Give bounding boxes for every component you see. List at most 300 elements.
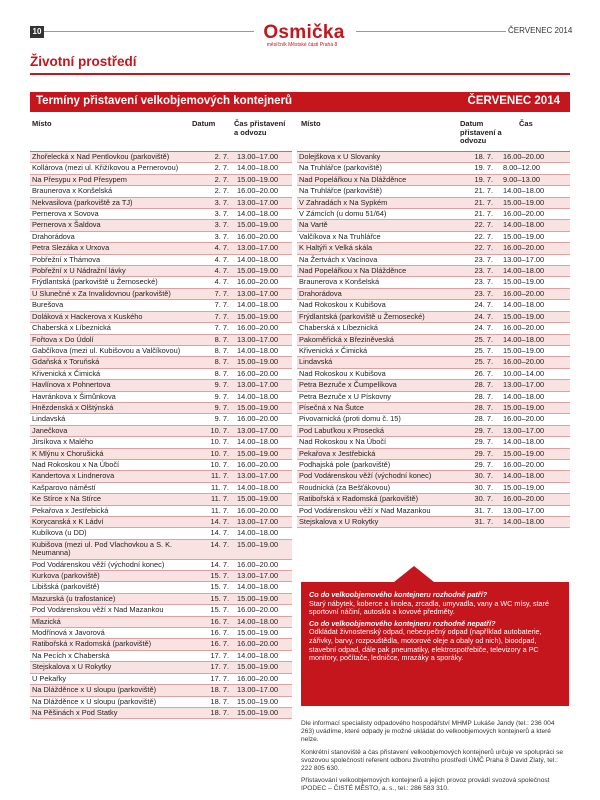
cell-place: Lindavská [299,357,333,367]
cell-date: 28. 7. [474,391,493,401]
table-row [297,163,570,174]
cell-date: 22. 7. [474,231,493,241]
cell-date: 2. 7. [214,174,229,184]
cell-time: 13.00–17.00 [237,380,279,390]
cell-date: 29. 7. [474,437,493,447]
table-row [30,403,292,414]
cell-time: 15.00–19.00 [237,174,279,184]
table-row [30,175,292,186]
cell-place: Pod Vodárenskou věží x Nad Mazankou [32,605,164,615]
table-row [30,651,292,662]
col-time: Čas [519,119,533,128]
table-row [297,403,570,414]
cell-place: Pakoměřická x Březiněveská [299,334,394,344]
table-row [297,152,570,163]
cell-time: 14.00–18.00 [503,517,545,526]
cell-date: 15. 7. [210,605,229,615]
cell-date: 31. 7. [474,505,493,515]
cell-place: Pod Vodárenskou věží x Nad Mazankou [299,505,431,515]
cell-place: K Haltýři x Velká skála [299,243,373,253]
table-row [30,460,292,471]
table-row [30,414,292,425]
cell-date: 26. 7. [474,368,493,378]
cell-place: Nad Rokoskou x Kubišova [299,368,386,378]
cell-place: Pobřežní x Thámova [32,254,101,264]
cell-place: Na Vartě [299,220,328,230]
cell-time: 16.00–20.00 [237,639,279,649]
cell-date: 28. 7. [474,402,493,412]
cell-time: 15.00–19.00 [237,402,279,412]
cell-date: 18. 7. [474,152,493,161]
cell-time: 14.00–18.00 [503,186,545,196]
cell-date: 25. 7. [474,357,493,367]
cell-place: V Zahradách x Na Sypkém [299,197,388,207]
table-row [30,426,292,437]
table-row [30,232,292,243]
cell-time: 13.00–17.00 [503,505,545,515]
cell-place: Nad Popelářkou x Na Dlážděnce [299,174,407,184]
cell-time: 16.00–20.00 [503,288,545,298]
table-row [30,639,292,650]
cell-date: 19. 7. [474,163,493,173]
cell-time: 15.00–19.00 [237,448,279,458]
cell-time: 16.00–20.00 [237,231,279,241]
cell-date: 3. 7. [214,220,229,230]
cell-date: 25. 7. [474,345,493,355]
col-time: Čas přistavení a odvozu [234,119,286,137]
cell-time: 14.00–18.00 [237,528,279,538]
cell-time: 13.00–17.00 [237,517,279,526]
table-row [30,289,292,300]
cell-date: 28. 7. [474,380,493,390]
cell-date: 10. 7. [210,448,229,458]
table-row [30,540,292,560]
cell-date: 9. 7. [214,414,229,424]
cell-place: Na Pecích x Chaberská [32,650,110,660]
cell-date: 30. 7. [474,471,493,481]
cell-date: 2. 7. [214,152,229,161]
table-row [30,243,292,254]
cell-place: Na Pěšinách x Pod Statky [32,707,118,717]
cell-place: Pernerova x Sovova [32,209,99,219]
cell-time: 14.00–18.00 [237,209,279,219]
cell-date: 18. 7. [210,707,229,717]
cell-time: 15.00–19.00 [503,231,545,241]
schedule-table-right [297,118,570,528]
table-row [297,209,570,220]
table-row [297,312,570,323]
cell-place: Zhořelecká x Nad Pentlovkou (parkoviště) [32,152,170,161]
cell-time: 15.00–19.00 [237,266,279,276]
cell-date: 7. 7. [214,311,229,321]
cell-time: 16.00–20.00 [237,186,279,196]
banner-month: ČERVENEC 2014 [467,95,560,107]
cell-place: Mazurská (u trafostanice) [32,593,116,603]
table-row [297,323,570,334]
cell-date: 14. 7. [210,528,229,538]
table-row [297,175,570,186]
cell-place: Petra Slezáka x Urxova [32,243,110,253]
cell-time: 16.00–20.00 [237,505,279,515]
cell-time: 16.00–20.00 [237,277,279,287]
table-row [30,346,292,357]
cell-date: 29. 7. [474,425,493,435]
cell-place: Havránkova x Šimůnkova [32,391,116,401]
table-row [30,300,292,311]
banner-title: Termíny přistavení velkobjemových kontejnerů [36,95,293,107]
cell-date: 28. 7. [474,414,493,424]
table-row [30,209,292,220]
cell-time: 13.00–17.00 [237,152,279,161]
cell-time: 15.00–19.00 [503,277,545,287]
col-place: Místo [32,119,52,128]
cell-time: 13.00–17.00 [237,425,279,435]
info-answer-forbidden: Odkládat živnostenský odpad, nebezpečný odpad (například autobaterie, zářivky, barvy, rozpouštědla, motorové oleje a obaly od nich), bioodpad, stavební odpad, dále pak pneumatiky, elektrospotřebiče, televizory a PC monitory, počítače, ledničce, mrazáky a sporáky. [309,627,542,663]
cell-date: 29. 7. [474,448,493,458]
cell-time: 13.00–17.00 [237,243,279,253]
cell-place: Na Přesypu x Pod Přesypem [32,174,127,184]
cell-place: Křivenická x Čimická [32,368,101,378]
cell-date: 3. 7. [214,231,229,241]
cell-date: 23. 7. [474,266,493,276]
table-row [297,449,570,460]
table-banner [30,92,570,112]
cell-place: Ratibořská x Radomská (parkoviště) [299,494,419,504]
masthead [258,24,350,49]
cell-date: 10. 7. [210,459,229,469]
table-row [30,449,292,460]
cell-place: Pernerova x Šaldova [32,220,101,230]
cell-place: Petra Bezruče x Čumpelíkova [299,380,397,390]
cell-place: Doláková x Hackerova x Kuského [32,311,143,321]
cell-date: 14. 7. [210,539,229,549]
cell-place: Nad Rokoskou x Na Úbočí [32,459,120,469]
cell-date: 15. 7. [210,582,229,592]
cell-time: 16.00–20.00 [503,243,545,253]
cell-place: Kubišova (mezi ul. Pod Vlachovkou a S. K. Neumanna) [32,539,173,558]
cell-time: 13.00–17.00 [237,685,279,695]
cell-time: 13.00–17.00 [237,571,279,581]
note-paragraph: Dle informací specialisty odpadového hospodářství MHMP Lukáše Jandy (tel.: 236 004 263) uvádíme, které odpady je možné ukládat do velkoobjemových kontejnerů a které nelze. [301,720,555,744]
table-row [30,277,292,288]
cell-date: 4. 7. [214,277,229,287]
cell-date: 3. 7. [214,197,229,207]
cell-time: 15.00–19.00 [237,539,279,549]
cell-time: 15.00–19.00 [503,482,545,492]
table-row [297,483,570,494]
cell-place: Roudnická (za Bešťákovou) [299,482,391,492]
cell-place: Jirsíkova x Malého [32,437,94,447]
table-row [297,255,570,266]
masthead-title: Osmička [263,22,345,43]
cell-date: 24. 7. [474,300,493,310]
cell-place: Na Žertvách x Vacínova [299,254,378,264]
cell-place: Petra Bezruče x U Pískovny [299,391,392,401]
table-row [297,243,570,254]
info-question-allowed: Co do velkoobjemového kontejneru rozhodně patří? [309,590,488,599]
cell-place: Fořtova x Do Údolí [32,334,94,344]
table-row [30,582,292,593]
table-row [30,152,292,163]
cell-place: K Mlýnu x Chorušická [32,448,104,458]
table-row [297,300,570,311]
table-row [30,560,292,571]
cell-place: Pekařova x Jestřebická [299,448,376,458]
cell-time: 14.00–18.00 [503,300,545,310]
table-row [30,392,292,403]
cell-place: Drahorádova [32,231,75,241]
cell-place: Nekvasilova (parkoviště za TJ) [32,197,133,207]
table-row [30,369,292,380]
cell-time: 16.00–20.00 [503,209,545,219]
cell-place: Stejskalova x U Rokytky [32,662,112,672]
cell-place: Pivovarnická (proti domu č. 15) [299,414,401,424]
table-row [297,392,570,403]
cell-time: 15.00–19.00 [503,402,545,412]
cell-date: 14. 7. [210,517,229,526]
info-answer-allowed: Starý nábytek, koberce a linolea, zrcadla, umyvadla, vany a WC mísy, staré sportovní náčiní, autoskla a kovové předměty. [309,598,549,617]
cell-place: Modřínová x Javorová [32,628,105,638]
cell-date: 10. 7. [210,437,229,447]
cell-time: 16.00–20.00 [237,673,279,683]
table-row [30,163,292,174]
cell-time: 15.00–19.00 [237,593,279,603]
cell-date: 9. 7. [214,380,229,390]
cell-place: Chaberská x Líbeznická [32,323,111,333]
cell-date: 18. 7. [210,685,229,695]
cell-place: Pod Vodárenskou věží (východní konec) [299,471,432,481]
cell-place: Lindavská [32,414,66,424]
notes [301,720,569,798]
cell-date: 4. 7. [214,243,229,253]
table-row [30,323,292,334]
cell-time: 15.00–19.00 [237,494,279,504]
note-paragraph: Přistavování velkoobjemových kontejnerů a jejich provoz provádí svozová společnost IPODEC – ČISTÉ MĚSTO, a. s., tel.: 286 583 310. [301,777,550,793]
table-row [30,312,292,323]
table-row [30,506,292,517]
cell-date: 24. 7. [474,323,493,333]
cell-place: Na Truhlářce (parkoviště) [299,186,382,196]
table-row [30,335,292,346]
cell-place: Pod Labuťkou x Prosecká [299,425,384,435]
cell-place: Janečkova [32,425,68,435]
table-row [30,255,292,266]
table-row [297,369,570,380]
cell-date: 9. 7. [214,391,229,401]
table-row [297,186,570,197]
cell-date: 25. 7. [474,334,493,344]
cell-time: 16.00–20.00 [237,414,279,424]
cell-place: Kurkova (parkoviště) [32,571,100,581]
cell-time: 15.00–19.00 [503,448,545,458]
cell-time: 13.00–17.00 [503,254,545,264]
schedule-table-left [30,118,292,719]
table-row [30,594,292,605]
cell-time: 16.00–20.00 [237,459,279,469]
cell-date: 29. 7. [474,459,493,469]
cell-time: 16.00–20.00 [503,323,545,333]
info-box [301,582,569,706]
cell-date: 23. 7. [474,288,493,298]
cell-place: Křivenická x Čimická [299,345,368,355]
table-row [297,506,570,517]
table-row [297,414,570,425]
cell-time: 14.00–18.00 [503,266,545,276]
table-row [30,528,292,539]
cell-time: 14.00–18.00 [503,391,545,401]
cell-time: 16.00–20.00 [237,368,279,378]
cell-time: 15.00–19.00 [503,197,545,207]
cell-time: 16.00–20.00 [237,323,279,333]
table-row [30,605,292,616]
cell-time: 15.00–19.00 [503,345,545,355]
cell-time: 16.00–20.00 [503,459,545,469]
infobox-notch [394,566,434,582]
cell-place: Chaberská x Líbeznická [299,323,378,333]
cell-place: Kandertova x Lindnerova [32,471,115,481]
cell-date: 21. 7. [474,186,493,196]
cell-time: 14.00–18.00 [237,391,279,401]
cell-date: 2. 7. [214,186,229,196]
cell-date: 7. 7. [214,323,229,333]
cell-time: 16.00–20.00 [503,152,545,161]
cell-place: Nad Rokoskou x Kubišova [299,300,386,310]
cell-time: 14.00–18.00 [237,300,279,310]
table-row [30,571,292,582]
cell-date: 30. 7. [474,482,493,492]
cell-date: 16. 7. [210,628,229,638]
cell-time: 14.00–18.00 [503,437,545,447]
cell-time: 14.00–18.00 [503,334,545,344]
cell-date: 23. 7. [474,277,493,287]
cell-date: 21. 7. [474,197,493,207]
cell-date: 17. 7. [210,673,229,683]
cell-place: Kašparovo náměstí [32,482,96,492]
cell-place: Na Dlážděnce x U sloupu (parkoviště) [32,685,157,695]
cell-date: 2. 7. [214,163,229,173]
cell-place: Valčíkova x Na Truhlářce [299,231,381,241]
cell-place: Dolejškova x U Slovanky [299,152,381,161]
cell-place: Na Dlážděnce x U sloupu (parkoviště) [32,696,157,706]
table-row [297,335,570,346]
cell-time: 13.00–17.00 [237,288,279,298]
cell-place: Na Truhlářce (parkoviště) [299,163,382,173]
cell-date: 10. 7. [210,425,229,435]
note-paragraph: Konkrétní stanoviště a čas přistavení velkoobjemových kontejnerů určuje ve spolupráci se svozovou společností referent odboru životního prostředí ÚMČ Praha 8 David Zlatý, tel.: 222 805 630. [301,748,564,773]
cell-time: 9.00–13.00 [503,174,540,184]
cell-place: Pobřežní x U Nádražní lávky [32,266,126,276]
cell-time: 16.00–20.00 [503,494,545,504]
table-row [30,708,292,719]
table-row [297,357,570,368]
header-rule-left [44,31,254,32]
cell-date: 8. 7. [214,334,229,344]
cell-date: 8. 7. [214,357,229,367]
cell-place: Braunerova x Konšelská [32,186,113,196]
cell-place: Burešova [32,300,64,310]
cell-date: 23. 7. [474,254,493,264]
table-row [30,266,292,277]
cell-time: 13.00–17.00 [237,471,279,481]
cell-time: 14.00–18.00 [237,582,279,592]
cell-date: 11. 7. [211,482,229,492]
masthead-subtitle: měsíčník Městské části Praha 8 [266,42,338,48]
cell-place: Ke Stírce x Na Stírce [32,494,102,504]
page-header [0,0,600,48]
cell-time: 13.00–17.00 [237,334,279,344]
table-row [30,220,292,231]
cell-time: 16.00–20.00 [237,605,279,615]
cell-date: 17. 7. [210,650,229,660]
cell-date: 16. 7. [210,639,229,649]
table-row [30,357,292,368]
cell-date: 11. 7. [211,494,229,504]
cell-time: 14.00–18.00 [503,220,545,230]
cell-time: 13.00–17.00 [503,425,545,435]
cell-date: 18. 7. [210,696,229,706]
cell-place: Nad Rokoskou x Na Úbočí [299,437,387,447]
table-row [297,232,570,243]
cell-date: 14. 7. [210,559,229,569]
cell-place: Stejskalova x U Rokytky [299,517,379,526]
cell-place: Pekařova x Jestřebická [32,505,109,515]
cell-date: 8. 7. [214,368,229,378]
cell-date: 11. 7. [211,505,229,515]
cell-place: Hnězdenská x Olštýnská [32,402,114,412]
cell-date: 22. 7. [474,220,493,230]
cell-place: Nad Popelářkou x Na Dlážděnce [299,266,407,276]
cell-time: 14.00–18.00 [237,254,279,264]
cell-time: 10.00–14.00 [503,368,545,378]
cell-place: Gabčíkova (mezi ul. Kubišovou a Valčíkovou) [32,345,181,355]
table-row [297,494,570,505]
table-row [30,662,292,673]
table-row [30,471,292,482]
cell-time: 15.00–19.00 [237,696,279,706]
page-number: 10 [30,26,44,38]
cell-date: 15. 7. [210,571,229,581]
table-row [30,483,292,494]
table-row [297,220,570,231]
cell-date: 16. 7. [210,616,229,626]
table-row [30,617,292,628]
table-row [297,460,570,471]
cell-time: 15.00–19.00 [237,357,279,367]
table-row [297,426,570,437]
cell-place: Pod Vodárenskou věží (východní konec) [32,559,165,569]
cell-time: 15.00–19.00 [503,311,545,321]
cell-time: 14.00–18.00 [503,471,545,481]
table-header [297,118,570,152]
table-row [30,198,292,209]
cell-time: 14.00–18.00 [237,437,279,447]
cell-place: V Zámcích (u domu 51/64) [299,209,387,219]
table-row [297,471,570,482]
cell-time: 16.00–20.00 [237,559,279,569]
section-title: Životní prostředí [30,54,137,69]
cell-date: 30. 7. [474,494,493,504]
table-row [30,517,292,528]
table-row [30,685,292,696]
cell-date: 19. 7. [474,174,493,184]
table-body [297,152,570,528]
cell-place: Korycanská x K Ládví [32,517,104,526]
cell-time: 13.00–17.00 [237,197,279,207]
table-row [297,437,570,448]
cell-time: 8.00–12.00 [503,163,540,173]
col-place: Místo [301,119,321,128]
cell-date: 15. 7. [210,593,229,603]
